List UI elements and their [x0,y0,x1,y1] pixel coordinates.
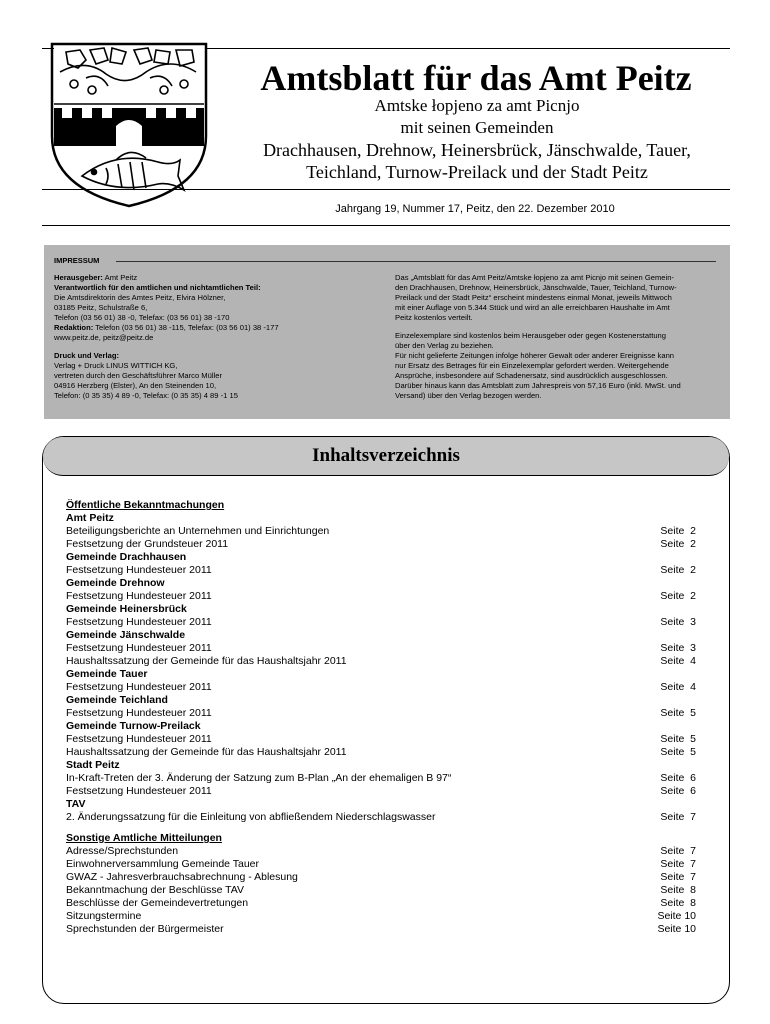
toc-entry-text: Gemeinde Drachhausen [66,551,187,563]
impressum-line-text: 04916 Herzberg (Elster), An den Steinenden 10, [54,381,217,390]
coat-of-arms-logo [46,38,212,210]
toc-entry-text: Festsetzung Hundesteuer 2011 [66,590,212,602]
toc-entry [66,897,696,910]
toc-group-heading [66,629,696,642]
toc-entry-text: Beteiligungsberichte an Unternehmen und Einrichtungen [66,525,330,537]
impressum-rule [116,261,716,262]
toc-entry-text: 2. Änderungssatzung für die Einleitung von abfließendem Niederschlagswasser [66,811,436,823]
toc-entry-text: Festsetzung Hundesteuer 2011 [66,785,212,797]
impressum-line: Preilack und der Stadt Peitz“ erscheint mindestens einmal Monat, jeweils Mittwoch [395,293,672,302]
toc-entry-text: Festsetzung Hundesteuer 2011 [66,681,212,693]
impressum-line: Versand) über den Verlag bezogen werden. [395,391,542,400]
impressum-line [54,391,374,401]
toc-entry [66,923,696,936]
impressum-box [44,245,730,419]
header-bottom-rule [42,225,730,226]
toc-entry-text: Festsetzung der Grundsteuer 2011 [66,538,229,550]
toc-entry [66,772,696,785]
impressum-line: Peitz kostenlos verteilt. [395,313,473,322]
toc-entry [66,681,696,694]
toc-page-number: Seite 2 [660,525,696,537]
toc-title: Inhaltsverzeichnis [312,445,460,466]
toc-entry-text: Öffentliche Bekanntmachungen [66,499,225,511]
impressum-line [54,313,374,323]
toc-entry [66,616,696,629]
toc-entry-text: Gemeinde Heinersbrück [66,603,187,615]
toc-entry-text: Festsetzung Hundesteuer 2011 [66,564,212,576]
impressum-line [54,273,374,283]
toc-entry [66,707,696,720]
impressum-line [54,293,374,303]
impressum-line-text: Telefon: (0 35 35) 4 89 -0, Telefax: (0 35 35) 4 89 -1 15 [54,391,238,400]
toc-list [66,499,696,936]
impressum-line [54,351,374,361]
impressum-line: Für nicht gelieferte Zeitungen infolge höherer Gewalt oder anderer Ereignisse kann [395,351,675,360]
impressum-line-text: Amt Peitz [102,273,138,282]
issue-line: Jahrgang 19, Nummer 17, Peitz, den 22. Dezember 2010 [335,203,615,215]
toc-entry [66,811,696,824]
toc-entry-text: Haushaltssatzung der Gemeinde für das Haushaltsjahr 2011 [66,655,347,667]
toc-page-number: Seite 2 [660,564,696,576]
toc-entry [66,564,696,577]
impressum-heading: IMPRESSUM [54,256,100,265]
toc-group-heading [66,694,696,707]
toc-page-number: Seite 7 [660,845,696,857]
toc-section-heading [66,832,696,845]
toc-page-number: Seite 4 [660,681,696,693]
municipalities-line-2: Teichland, Turnow-Preilack und der Stadt Peitz [306,162,648,182]
impressum-line-text: 03185 Peitz, Schulstraße 6, [54,303,148,312]
impressum-line: Einzelexemplare sind kostenlos beim Herausgeber oder gegen Kostenerstattung [395,331,667,340]
toc-page-number: Seite 2 [660,590,696,602]
toc-page-number: Seite 8 [660,884,696,896]
toc-entry-text: Festsetzung Hundesteuer 2011 [66,733,212,745]
impressum-line-text: Verlag + Druck LINUS WITTICH KG, [54,361,178,370]
impressum-line: den Drachhausen, Drehnow, Heinersbrück, Jänschwalde, Tauer, Teichland, Turnow- [395,283,677,292]
impressum-line: Das „Amtsblatt für das Amt Peitz/Amtske łopjeno za amt Picnjo mit seinen Gemein- [395,273,674,282]
impressum-line-text: Telefon (03 56 01) 38 -0, Telefax: (03 56 01) 38 -170 [54,313,230,322]
header-top-rule [42,48,54,49]
toc-entry-text: Festsetzung Hundesteuer 2011 [66,642,212,654]
toc-entry [66,785,696,798]
toc-entry [66,884,696,897]
toc-entry [66,746,696,759]
toc-entry-text: Festsetzung Hundesteuer 2011 [66,707,212,719]
impressum-line-text: Telefon (03 56 01) 38 -115, Telefax: (03 56 01) 38 -177 [93,323,279,332]
toc-entry-text: In-Kraft-Treten der 3. Änderung der Satzung zum B-Plan „An der ehemaligen B 97“ [66,772,452,784]
toc-page-number: Seite 3 [660,616,696,628]
toc-group-heading [66,577,696,590]
toc-page-number: Seite 5 [660,746,696,758]
toc-page-number: Seite 7 [660,858,696,870]
toc-page-number: Seite 6 [660,772,696,784]
toc-entry-text: Gemeinde Teichland [66,694,168,706]
impressum-line: über den Verlag zu beziehen. [395,341,494,350]
toc-entry-text: Gemeinde Jänschwalde [66,629,186,641]
toc-group-heading [66,720,696,733]
impressum-gap [395,323,721,331]
toc-group-heading [66,603,696,616]
publication-title: Amtsblatt für das Amt Peitz [260,58,692,98]
toc-entry-text: Sitzungstermine [66,910,142,922]
toc-entry-text: TAV [66,798,86,810]
toc-entry [66,845,696,858]
toc-group-heading [66,512,696,525]
toc-entry-text: Bekanntmachung der Beschlüsse TAV [66,884,245,896]
publication-subtitle-sorbian: Amtske łopjeno za amt Picnjo [374,96,580,115]
header-top-rule-right [206,48,730,49]
toc-entry-text: Beschlüsse der Gemeindevertretungen [66,897,249,909]
impressum-line-text: Die Amtsdirektorin des Amtes Peitz, Elvira Hölzner, [54,293,226,302]
toc-group-heading [66,798,696,811]
toc-entry-text: Amt Peitz [66,512,114,524]
impressum-line-text: vertreten durch den Geschäftsführer Marco Müller [54,371,222,380]
toc-entry-text: Festsetzung Hundesteuer 2011 [66,616,212,628]
impressum-line [54,381,374,391]
toc-page-number: Seite 10 [657,910,696,922]
toc-page-number: Seite 3 [660,642,696,654]
toc-entry-text: GWAZ - Jahresverbrauchsabrechnung - Ablesung [66,871,298,883]
toc-page-number: Seite 7 [660,871,696,883]
toc-section-heading [66,499,696,512]
toc-spacer [66,824,696,832]
impressum-line [54,333,374,343]
toc-page-number: Seite 2 [660,538,696,550]
impressum-line-label: Redaktion: [54,323,94,332]
toc-page-number: Seite 7 [660,811,696,823]
toc-entry [66,858,696,871]
toc-entry [66,733,696,746]
impressum-line: nur Ersatz des Betrages für ein Einzelexemplar gefordert werden. Weitergehende [395,361,669,370]
toc-entry-text: Gemeinde Turnow-Preilack [66,720,201,732]
toc-entry [66,642,696,655]
toc-entry [66,590,696,603]
toc-entry-text: Sprechstunden der Bürgermeister [66,923,224,935]
header-middle-rule [42,189,730,190]
impressum-line-label: Herausgeber: [54,273,103,282]
toc-page-number: Seite 6 [660,785,696,797]
impressum-line-label: Verantwortlich für den amtlichen und nichtamtlichen Teil: [54,283,261,292]
toc-entry [66,871,696,884]
toc-page-number: Seite 8 [660,897,696,909]
toc-page-number: Seite 4 [660,655,696,667]
toc-entry [66,910,696,923]
toc-page-number: Seite 5 [660,707,696,719]
impressum-line: mit einer Auflage von 5.344 Stück und wird an alle erreichbaren Haushalte im Amt [395,303,670,312]
impressum-right-column [395,273,721,401]
toc-entry-text: Adresse/Sprechstunden [66,845,179,857]
toc-group-heading [66,551,696,564]
municipalities-line-1: Drachhausen, Drehnow, Heinersbrück, Jänschwalde, Tauer, [263,140,691,160]
toc-entry-text: Einwohnerversammlung Gemeinde Tauer [66,858,259,870]
impressum-line [54,303,374,313]
toc-header-tab [43,437,729,476]
impressum-line: Ansprüche, insbesondere auf Schadenersatz, sind ausdrücklich ausgeschlossen. [395,371,668,380]
impressum-line [54,323,374,333]
toc-entry [66,525,696,538]
impressum-line: Darüber hinaus kann das Amtsblatt zum Jahrespreis von 57,16 Euro (inkl. MwSt. und [395,381,681,390]
toc-entry [66,538,696,551]
toc-entry-text: Gemeinde Drehnow [66,577,165,589]
toc-group-heading [66,668,696,681]
impressum-line-text: www.peitz.de, peitz@peitz.de [54,333,154,342]
toc-entry-text: Haushaltssatzung der Gemeinde für das Haushaltsjahr 2011 [66,746,347,758]
impressum-line [54,283,374,293]
impressum-line-label: Druck und Verlag: [54,351,119,360]
toc-entry [66,655,696,668]
toc-page-number: Seite 10 [657,923,696,935]
toc-entry-text: Gemeinde Tauer [66,668,148,680]
publication-subtitle: mit seinen Gemeinden [400,118,554,137]
toc-entry-text: Sonstige Amtliche Mitteilungen [66,832,222,844]
impressum-line [54,371,374,381]
toc-group-heading [66,759,696,772]
impressum-line [54,361,374,371]
impressum-left-column [54,273,374,401]
toc-entry-text: Stadt Peitz [66,759,120,771]
table-of-contents [42,436,730,1004]
impressum-gap [54,343,374,351]
toc-page-number: Seite 5 [660,733,696,745]
